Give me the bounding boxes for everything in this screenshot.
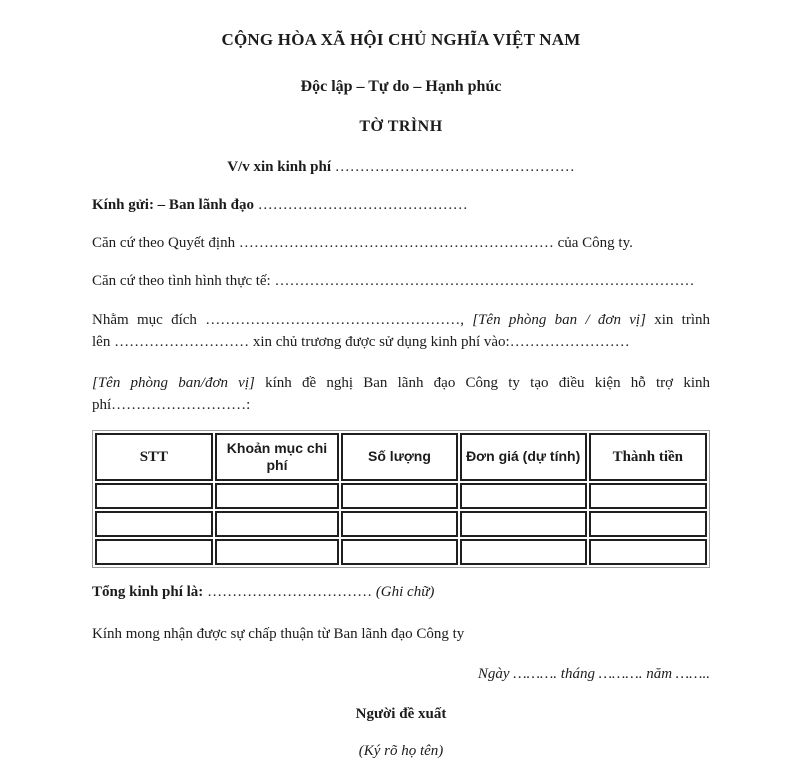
request-line2-word: phí bbox=[92, 397, 112, 413]
request-blank: ……………………… bbox=[111, 397, 247, 413]
table-cell bbox=[460, 539, 587, 565]
table-cell bbox=[215, 511, 339, 537]
table-cell bbox=[589, 483, 707, 509]
table-cell bbox=[341, 539, 458, 565]
doc-title: TỜ TRÌNH bbox=[359, 118, 443, 135]
purpose-comma: , bbox=[460, 312, 464, 328]
date-line: Ngày ………. tháng ………. năm …….. bbox=[477, 666, 710, 682]
subject-line bbox=[92, 157, 710, 177]
request-line-1 bbox=[92, 372, 710, 394]
request-line-2 bbox=[92, 394, 710, 416]
basis-decision-blank: ……………………………………………………… bbox=[238, 235, 554, 251]
purpose-pre: Nhằm mục đích bbox=[92, 312, 197, 328]
national-title: CỘNG HÒA XÃ HỘI CHỦ NGHĨA VIỆT NAM bbox=[221, 30, 581, 49]
col-header-stt: STT bbox=[95, 433, 213, 481]
purpose-line2-mid: xin chủ trương được sử dụng kinh phí vào: bbox=[252, 334, 510, 350]
purpose-blank-1: …………………………………………… bbox=[205, 312, 461, 328]
table-cell bbox=[460, 511, 587, 537]
subject-label: V/v xin kinh phí bbox=[227, 159, 332, 175]
purpose-post: xin trình bbox=[654, 312, 710, 328]
col-header-thanh-tien: Thành tiền bbox=[589, 433, 707, 481]
recipient-blank: …………………………………… bbox=[257, 197, 468, 213]
table-cell bbox=[215, 539, 339, 565]
basis-decision-post: của Công ty. bbox=[557, 235, 633, 251]
recipient-line bbox=[92, 195, 710, 215]
signature-note: (Ký rõ họ tên) bbox=[358, 743, 444, 759]
total-line bbox=[92, 582, 710, 602]
table-cell bbox=[460, 483, 587, 509]
col-header-don-gia: Đơn giá (dự tính) bbox=[460, 433, 587, 481]
table-cell bbox=[589, 539, 707, 565]
table-cell bbox=[341, 511, 458, 537]
table-cell bbox=[341, 483, 458, 509]
total-blank: …………………………… bbox=[207, 584, 373, 600]
purpose-line-1 bbox=[92, 309, 710, 331]
request-paragraph bbox=[92, 372, 710, 416]
motto-line: Độc lập – Tự do – Hạnh phúc bbox=[300, 78, 502, 95]
col-header-khoan-muc: Khoản mục chi phí bbox=[215, 433, 339, 481]
basis-decision-line bbox=[92, 233, 710, 253]
basis-reality-line bbox=[92, 271, 710, 291]
closing-line: Kính mong nhận được sự chấp thuận từ Ban lãnh đạo Công ty bbox=[92, 626, 465, 642]
cost-table bbox=[92, 430, 710, 568]
subject-blank: ………………………………………… bbox=[334, 159, 575, 175]
basis-decision-pre: Căn cứ theo Quyết định bbox=[92, 235, 236, 251]
basis-reality-label: Căn cứ theo tình hình thực tế: bbox=[92, 273, 271, 289]
purpose-paragraph bbox=[92, 309, 710, 353]
signature-title: Người đề xuất bbox=[355, 706, 447, 722]
purpose-line2-pre: lên bbox=[92, 334, 111, 350]
table-cell bbox=[95, 511, 213, 537]
table-row bbox=[95, 539, 707, 565]
purpose-unit-placeholder: [Tên phòng ban / đơn vị] bbox=[472, 312, 646, 328]
total-label: Tổng kinh phí là: bbox=[92, 584, 204, 600]
table-cell bbox=[589, 511, 707, 537]
request-text: kính đề nghị Ban lãnh đạo Công ty tạo điều kiện hỗ trợ kinh bbox=[265, 375, 710, 391]
recipient-label: Kính gửi: – Ban lãnh đạo bbox=[92, 197, 254, 213]
request-colon: : bbox=[246, 397, 251, 413]
total-note: (Ghi chữ) bbox=[375, 584, 435, 600]
basis-reality-blank: ………………………………………………………………………… bbox=[274, 273, 695, 289]
purpose-blank-3: …………………… bbox=[509, 334, 630, 350]
table-cell bbox=[215, 483, 339, 509]
table-row bbox=[95, 483, 707, 509]
table-row bbox=[95, 511, 707, 537]
request-unit-placeholder: [Tên phòng ban/đơn vị] bbox=[92, 375, 255, 391]
table-cell bbox=[95, 539, 213, 565]
table-cell bbox=[95, 483, 213, 509]
purpose-line-2 bbox=[92, 331, 710, 353]
col-header-so-luong: Số lượng bbox=[341, 433, 458, 481]
purpose-blank-2: ……………………… bbox=[114, 334, 250, 350]
table-header-row bbox=[95, 433, 707, 481]
